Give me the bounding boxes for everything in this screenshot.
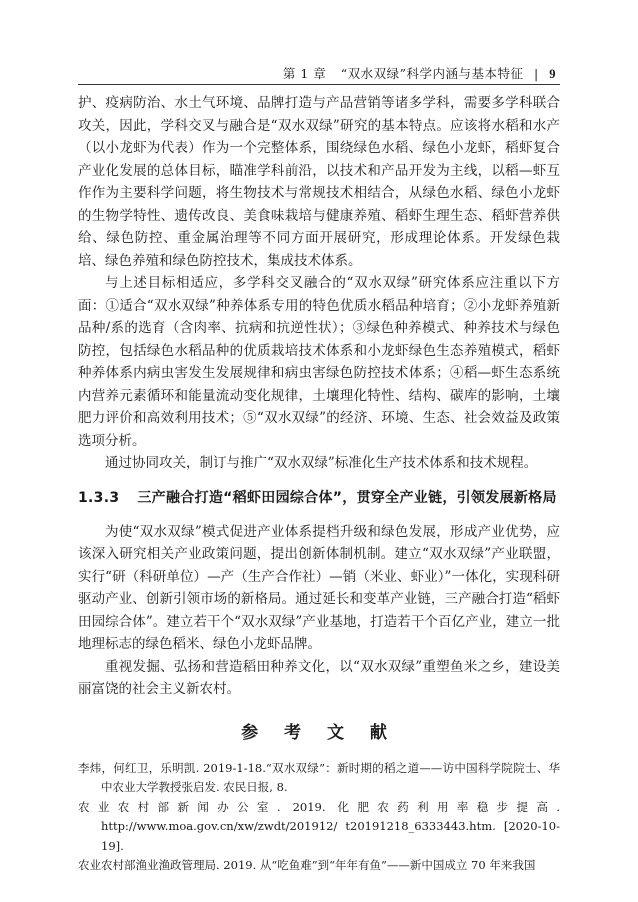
reference-item: 李炜，何红卫，乐明凯. 2019-1-18.“双水双绿”：新时期的稻之道——访中国科学院院士、华中农业大学教授张启发. 农民日报, 8. [78, 760, 560, 794]
reference-list [78, 759, 560, 876]
references-heading: 参 考 文 献 [241, 722, 397, 743]
reference-item: 农业农村部新闻办公室. 2019. 化肥农药利用率稳步提高. http://www.moa.gov.cn/xw/zwdt/201912/ t20191218_6333443.htm. [2020-10-19]. [78, 799, 560, 853]
page-body [78, 92, 560, 876]
paragraph: 为使“双水双绿”模式促进产业体系提档升级和绿色发展，形成产业优势，应该深入研究相关产业政策问题，提出创新体制机制。建立“双水双绿”产业联盟，实行“研（科研单位）—产（生产合作社）—销（米业、虾业）”一体化，实现科研驱动产业、创新引领市场的新格局。通过延长和变革产业链，三产融合打造“稻虾田园综合体”。建立若干个“双水双绿”产业基地，打造若干个百亿产业，建立一批地理标志的绿色稻米、绿色小龙虾品牌。 [78, 523, 560, 652]
chapter-title: “双水双绿”科学内涵与基本特征 [340, 66, 524, 81]
section-number: 1.3.3 [78, 489, 120, 506]
paragraph: 通过协同攻关，制订与推广“双水双绿”标准化生产技术体系和技术规程。 [105, 455, 538, 471]
section-heading [78, 487, 560, 509]
paragraph: 重视发掘、弘扬和营造稻田种养文化，以“双水双绿”重塑鱼米之乡，建设美丽富饶的社会主义新农村。 [78, 658, 560, 697]
header-separator: | [534, 66, 539, 81]
header-rule [78, 84, 560, 85]
paragraph-continued: 护、疫病防治、水土气环境、品牌打造与产品营销等诸多学科，需要多学科联合攻关，因此，学科交叉与融合是“双水双绿”研究的基本特点。应该将水稻和水产（以小龙虾为代表）作为一个完整体系，围绕绿色水稻、绿色小龙虾，稻虾复合产业化发展的总体目标，瞄准学科前沿，以技术和产品开发为主线，以稻—虾互作作为主要科学问题，将生物技术与常规技术相结合，从绿色水稻、绿色小龙虾的生物学特性、遗传改良、美食味栽培与健康养殖、稻虾生理生态、稻虾营养供给、绿色防控、重金属治理等不同方面开展研究，形成理论体系。开发绿色栽培、绿色养殖和绿色防控技术，集成技术体系。 [78, 95, 560, 269]
page-number: 9 [549, 67, 556, 81]
reference-item: 农业农村部渔业渔政管理局. 2019. 从“吃鱼难”到“年年有鱼”——新中国成立 70 年来我国 [78, 858, 536, 872]
paragraph: 与上述目标相适应，多学科交叉融合的“双水双绿”研究体系应注重以下方面：①适合“双水双绿”种养体系专用的特色优质水稻品种培育；②小龙虾养殖新品种/系的选育（含肉率、抗病和抗逆性状）；③绿色种养模式、种养技术与绿色防控，包括绿色水稻品种的优质栽培技术体系和小龙虾绿色生态养殖模式，稻虾种养体系内病虫害发生发展规律和病虫害绿色防控技术体系；④稻—虾生态系统内营养元素循环和能量流动变化规律，土壤理化特性、结构、碳库的影响，土壤肥力评价和高效利用技术；⑤“双水双绿”的经济、环境、生态、社会效益及政策选项分析。 [78, 275, 560, 449]
section-title: 三产融合打造“稻虾田园综合体”，贯穿全产业链，引领发展新格局 [137, 489, 557, 506]
chapter-label: 第 1 章 [282, 66, 327, 81]
running-header [283, 64, 556, 82]
